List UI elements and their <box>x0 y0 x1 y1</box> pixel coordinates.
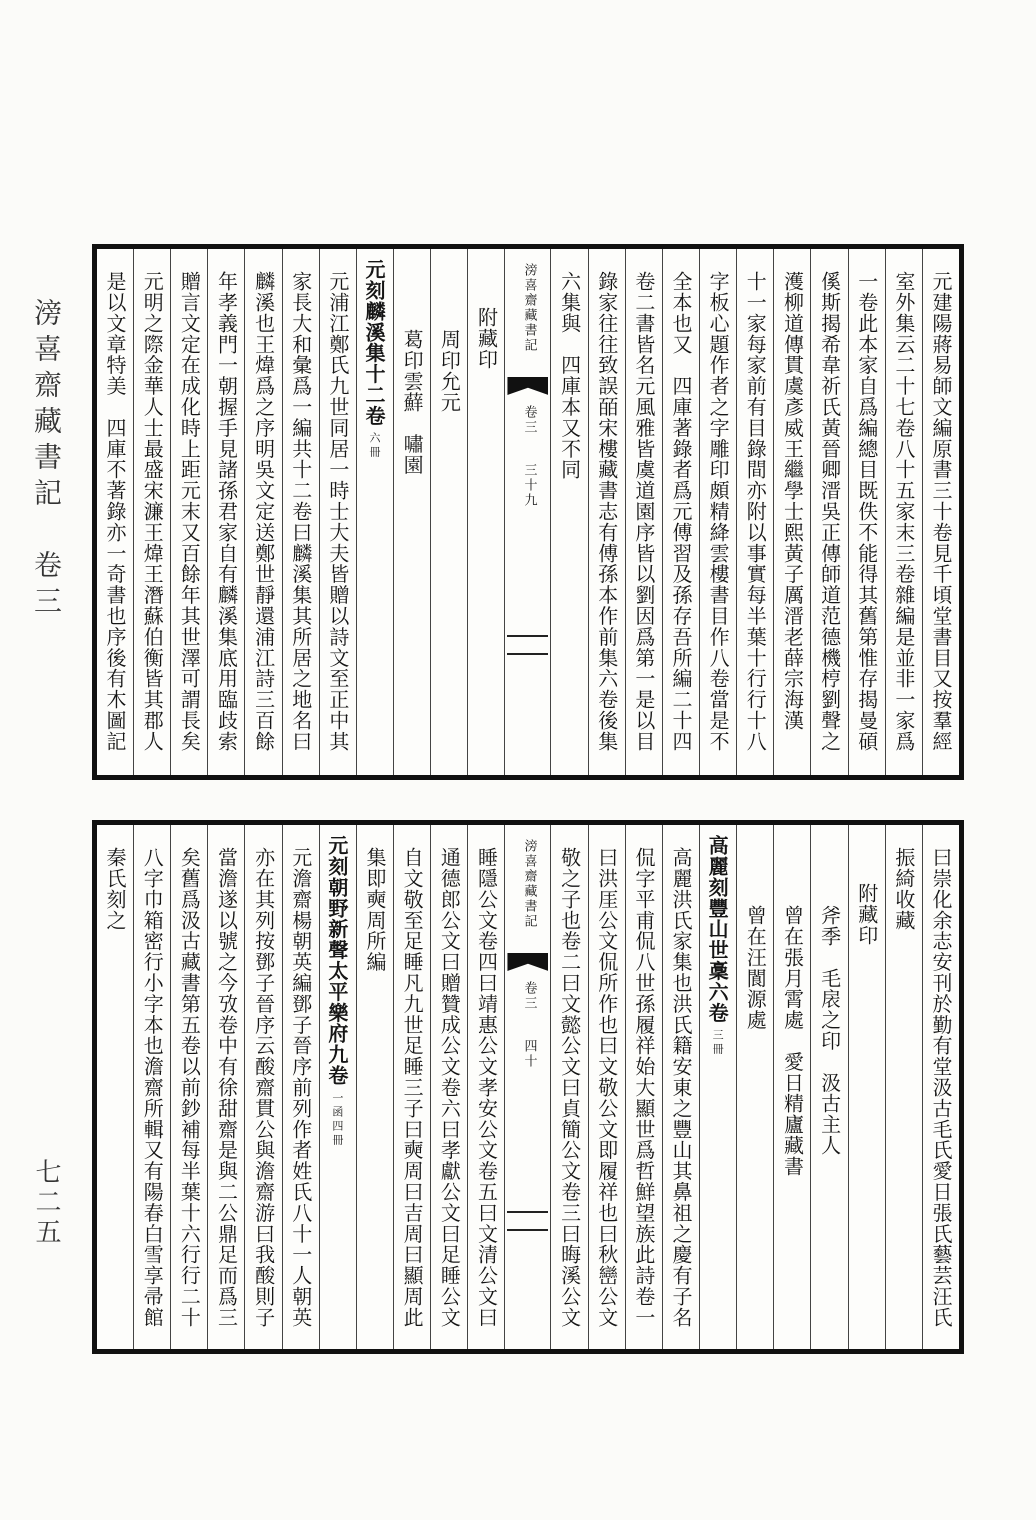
banxin-page-number: 四十 <box>521 1039 537 1069</box>
seal-line <box>430 249 467 775</box>
column-text: 全本也又 四庫著錄者爲元傅習及孫存吾所編二十四 <box>669 271 694 752</box>
banxin-page-number: 三十九 <box>521 463 537 508</box>
volume-note: 六冊 <box>368 432 382 461</box>
text-column <box>773 249 810 775</box>
banxin-center-column <box>504 249 550 775</box>
banxin-rule <box>507 1211 548 1213</box>
column-text: 矣舊爲汲古藏書第五卷以前鈔補每半葉十六行行二十 <box>177 847 202 1328</box>
column-text: 八字巾箱密行小字本也澹齋所輯又有陽春白雪享帚館 <box>140 847 165 1328</box>
volume-note: 一函四冊 <box>330 1091 344 1148</box>
column-text: 高麗刻豐山世稾六卷 <box>705 835 730 1024</box>
column-text: 錄家往往致誤皕宋樓藏書志有傅孫本作前集六卷後集 <box>594 271 619 752</box>
text-column <box>356 825 393 1349</box>
column-text: 附藏印 <box>854 883 879 946</box>
column-text: 侃字平甫侃八世孫履祥始大顯世爲哲鮮望族此詩卷一 <box>631 847 656 1328</box>
text-column <box>207 249 244 775</box>
text-column <box>97 249 133 775</box>
text-column <box>848 249 885 775</box>
column-text: 周印允元 <box>437 329 462 413</box>
volume-note: 三冊 <box>711 1029 725 1058</box>
text-column <box>244 825 281 1349</box>
column-text: 六集與 四庫本又不同 <box>557 271 582 480</box>
text-column <box>550 825 587 1349</box>
seal-line <box>773 825 810 1349</box>
column-text: 敬之子也卷二曰文懿公文曰貞簡公文卷三曰晦溪公文 <box>557 847 582 1328</box>
column-text: 秦氏刻之 <box>103 847 128 931</box>
column-text: 麟溪也王煒爲之序明吳文定送鄭世靜還浦江詩三百餘 <box>251 271 276 752</box>
column-text: 十一家每家前有目錄間亦附以事實每半葉十行行十八 <box>743 271 768 752</box>
entry-heading <box>699 825 736 1349</box>
text-column <box>430 825 467 1349</box>
text-column <box>170 249 207 775</box>
text-column <box>282 249 319 775</box>
column-text: 附藏印 <box>474 307 499 370</box>
column-text: 曰洪厓公文侃所作也曰文敬公文即履祥也曰秋巒公文 <box>594 847 619 1328</box>
text-column <box>467 825 504 1349</box>
column-text: 家長大和彙爲一編共十二卷曰麟溪集其所居之地名曰 <box>288 271 313 752</box>
text-column <box>207 825 244 1349</box>
column-text: 元明之際金華人士最盛宋濂王煒王潛蘇伯衡皆其郡人 <box>140 271 165 752</box>
text-column <box>885 825 922 1349</box>
column-text: 亦在其列按鄧子晉序云酸齋貫公與澹齋游曰我酸則子 <box>251 847 276 1328</box>
text-column <box>97 825 133 1349</box>
text-column <box>133 825 170 1349</box>
entry-heading <box>319 825 356 1349</box>
column-text: 傒斯揭希韋祈氏黃晉卿溍吳正傳師道范德機梈劉聲之 <box>817 271 842 752</box>
column-text: 葛印雲蘚 嘯園 <box>400 329 425 476</box>
text-column <box>393 825 430 1349</box>
text-column <box>922 249 959 775</box>
seal-line <box>393 249 430 775</box>
column-text: 字板心題作者之字雕印頗精絳雲樓書目作八卷當是不 <box>706 271 731 752</box>
column-text: 卷二書皆名元風雅皆虞道園序皆以劉因爲第一是以目 <box>631 271 656 752</box>
text-column <box>588 249 625 775</box>
banxin-rule <box>507 1229 548 1231</box>
text-column <box>133 249 170 775</box>
text-column <box>885 249 922 775</box>
column-text: 元刻朝野新聲太平樂府九卷 <box>324 835 349 1086</box>
column-text: 濩柳道傳貫虞彥威王繼學士熙黃子厲溍老薛宗海漢 <box>780 271 805 731</box>
column-text: 斧季 毛扆之印 汲古主人 <box>817 905 842 1156</box>
column-text: 元刻麟溪集十二卷 <box>362 259 387 427</box>
text-column <box>625 825 662 1349</box>
column-text: 是以文章特美 四庫不著錄亦一奇書也序後有木圖記 <box>103 271 128 752</box>
column-text: 曰崇化余志安刊於勤有堂汲古毛氏愛日張氏藝芸汪氏 <box>929 847 953 1328</box>
banxin-volume: 卷三 <box>521 405 537 435</box>
banxin-rule <box>507 635 548 637</box>
banxin-volume: 卷三 <box>521 981 537 1011</box>
text-column <box>170 825 207 1349</box>
text-column <box>662 825 699 1349</box>
column-text: 集即奭周所編 <box>363 847 388 973</box>
fishtail-mark <box>507 377 548 395</box>
text-column <box>588 825 625 1349</box>
banxin-title: 滂喜齋藏書記 <box>521 839 537 929</box>
text-column <box>319 249 356 775</box>
column-text: 室外集云二十七卷八十五家末三卷雜編是並非一家爲 <box>891 271 916 752</box>
column-text: 睡隱公文卷四曰靖惠公文孝安公文卷五曰文清公文曰 <box>474 847 499 1328</box>
seal-line <box>848 825 885 1349</box>
column-text: 曾在汪閬源處 <box>743 905 768 1031</box>
column-text: 元澹齋楊朝英編鄧子晉序前列作者姓氏八十一人朝英 <box>288 847 313 1328</box>
bottom-text-block <box>92 820 964 1354</box>
seal-line <box>736 825 773 1349</box>
text-column <box>625 249 662 775</box>
running-title: 滂喜齋藏書記 卷三 <box>30 298 63 622</box>
text-column <box>550 249 587 775</box>
column-text: 元浦江鄭氏九世同居一時士大夫皆贈以詩文至正中其 <box>325 271 350 752</box>
column-text: 當澹遂以號之今攷卷中有徐甜齋是與二公鼎足而爲三 <box>214 847 239 1328</box>
column-text: 高麗洪氏家集也洪氏籍安東之豐山其鼻祖之慶有子名 <box>669 847 694 1328</box>
page-number: 七二五 <box>31 1158 61 1248</box>
fishtail-mark <box>507 953 548 971</box>
text-column <box>662 249 699 775</box>
column-text: 贈言文定在成化時上距元末又百餘年其世澤可謂長矣 <box>177 271 202 752</box>
column-text: 通德郎公文曰贈贊成公文卷六曰孝獻公文曰足睡公文 <box>437 847 462 1328</box>
column-text: 一卷此本家自爲編總目既佚不能得其舊第惟存揭曼碩 <box>854 271 879 752</box>
banxin-rule <box>507 653 548 655</box>
text-column <box>699 249 736 775</box>
column-text: 自文敬至足睡凡九世足睡三子曰奭周曰吉周曰顯周此 <box>400 847 425 1328</box>
text-column <box>922 825 959 1349</box>
column-text: 元建陽蔣易師文編原書三十卷見千頃堂書目又按羣經 <box>929 271 953 752</box>
text-column <box>282 825 319 1349</box>
entry-heading <box>356 249 393 775</box>
text-column <box>810 249 847 775</box>
top-text-block <box>92 244 964 780</box>
text-column <box>244 249 281 775</box>
column-text: 年孝義門一朝握手見諸孫君家自有麟溪集底用臨歧索 <box>214 271 239 752</box>
seal-line <box>810 825 847 1349</box>
text-column <box>736 249 773 775</box>
seal-line <box>467 249 504 775</box>
banxin-center-column <box>504 825 550 1349</box>
column-text: 曾在張月霄處 愛日精廬藏書 <box>780 905 805 1177</box>
column-text: 振綺收藏 <box>891 847 916 931</box>
banxin-title: 滂喜齋藏書記 <box>521 263 537 353</box>
